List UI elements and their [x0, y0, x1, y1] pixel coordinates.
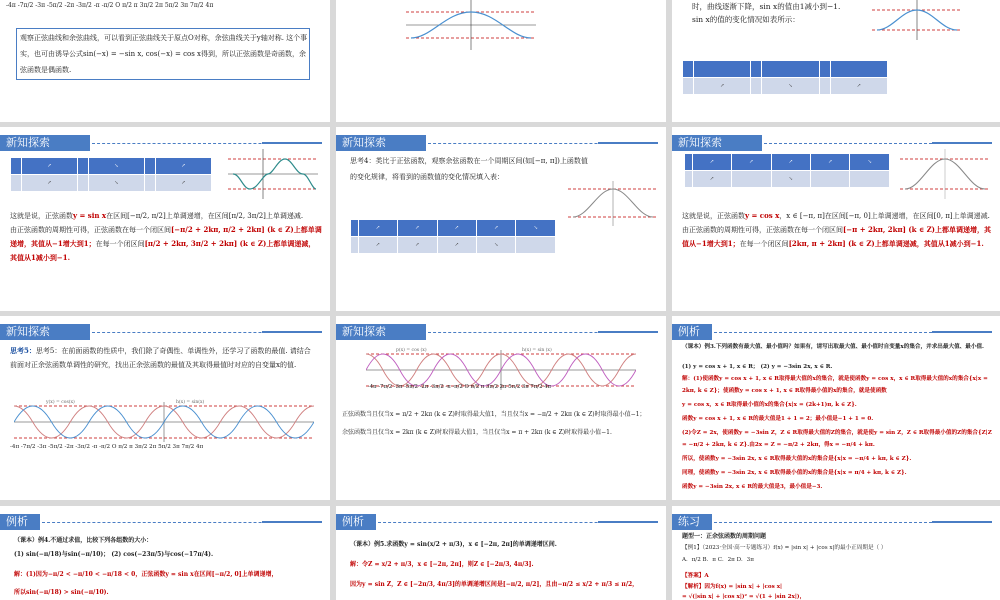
monotonic-text: 这就是说，正弦函数y = cos x，x ∈ [−π, π]在区间[−π, 0]上单调递增，在区间[0, π]上单调递减. 由正弦函数的周期性可得，正弦函数在每一个闭区间[−π + 2kπ, 2kπ] (k ∈ Z)上都单调递增，其值从−1增大到1；在每一个闭区间[2kπ, π + 2kπ] (k ∈ Z)上都单调递减，其值从1减小到−1.	[682, 211, 991, 248]
slide-header: 新知探索	[336, 324, 426, 340]
monotonic-text: 这就是说，正弦函数y = sin x在区间[−π/2, π/2]上单调递增，在区间[π/2, 3π/2]上单调递减. 由正弦函数的周期性可得，正弦函数在每一个闭区间[−π/2 + 2kπ, π/2 + 2kπ] (k ∈ Z)上都单调递增，其值从−1增大到1；在每一个闭区间[π/2 + 2kπ, 3π/2 + 2kπ] (k ∈ Z)上都单调递减，其值从1减小到−1.	[10, 211, 322, 262]
sine-extrema: 正弦函数当且仅当x = π/2 + 2kπ (k ∈ Z)时取得最大值1，当且仅当x = −π/2 + 2kπ (k ∈ Z)时取得最小值−1；	[342, 411, 646, 418]
slide-header: 例析	[336, 514, 376, 530]
cosine-fill-table: ↗ ↗ ↗ ↗ ↘ ↗ ↗ ↗ ↘	[350, 219, 556, 254]
description-line-1: 时，曲线逐渐下降，sin x的值由1减小到−1.	[692, 2, 841, 11]
slide-header: 新知探索	[336, 135, 426, 151]
slide-2	[336, 0, 666, 122]
slide-header: 例析	[672, 324, 712, 340]
solution-line-1: 解：令Z = x/2 + π/3，x ∈ [−2π, 2π]，则Z ∈ [−2π/3, 4π/3].	[350, 561, 534, 568]
cosine-graph	[568, 181, 658, 226]
slide-5	[336, 127, 666, 311]
cosine-extrema: 余弦函数当且仅当x = 2kπ (k ∈ Z)时取得最大值1，当且仅当x = π + 2kπ (k ∈ Z)时取得最小值−1.	[342, 429, 612, 436]
slide-8	[336, 316, 666, 500]
slide-header: 练习	[672, 514, 712, 530]
slide-12	[672, 506, 1000, 600]
think-5-text: 思考5：思考5：在前面函数的性质中，我们除了奇偶性、单调性外，还学习了函数的最值. 请结合前面对正余弦函数单调性的研究，找出正余弦函数的最值及其取得最值时对应的自变量x的值.	[10, 346, 311, 369]
solution-line-2: y = cos x，x ∈ R取得最小值的x的集合{x|x = (2k+1)π, k ∈ Z}.	[682, 402, 857, 408]
solution-line-5: 所以，使函数y = −3sin 2x, x ∈ R取得最大值的x的集合是{x|x = −π/4 + kπ, k ∈ Z}.	[682, 456, 912, 462]
solution-line-2: 所以sin(−π/18) > sin(−π/10).	[14, 589, 109, 596]
think-4-line-1: 思考4：类比于正弦函数，观察余弦函数在一个周期区间(如[−π, π])上函数值	[350, 157, 588, 165]
topic-title: 题型一：正余弦函数的周期问题	[682, 533, 767, 540]
value-table: ↗ ↘ ↗	[682, 60, 888, 95]
example-1-question: 【例1】（2023·全国·高一专题练习）f(x) = |sin x| + |cos x|的最小正周期是（ ）	[682, 545, 887, 551]
x-axis-labels: -4π -7π/2 -3π -5π/2 -2π -3π/2 -π -π/2 O π/2 π 3π/2 2π 5π/2 3π 7π/2 4π	[368, 384, 551, 390]
answer: 【答案】A	[682, 573, 709, 579]
example-4-subquestions: (1) sin(−π/18)与sin(−π/10)； (2) cos(−23π/5)与cos(−17π/4).	[14, 551, 214, 558]
slide-7	[0, 316, 330, 500]
x-axis-labels: -4π -7π/2 -3π -5π/2 -2π -3π/2 -π -π/2 O π/2 π 3π/2 2π 5π/2 3π 7π/2 4π	[10, 444, 204, 450]
solution-line-7: 函数y = −3sin 2x, x ∈ R的最大值是3，最小值是−3.	[682, 484, 823, 490]
solution-line-4: (2)令Z = 2x，使函数y = −3sin Z，Z ∈ R取得最大值的Z的集合，就是使y = sin Z，Z ∈ R取得最小值的Z的集合{Z|Z = −π/2 + 2kπ, k ∈ Z}.由2x = Z = −π/2 + 2kπ，得x = −π/4 + kπ.	[682, 430, 992, 448]
think-4-line-2: 的变化规律，将看到的函数值的变化情况填入表：	[350, 173, 504, 181]
legend-sin: h(x) = sin(x)	[176, 400, 205, 405]
x-axis-labels: -4π -7π/2 -3π -5π/2 -2π -3π/2 -π -π/2 O π/2 π 3π/2 2π 5π/2 3π 7π/2 4π	[6, 2, 214, 9]
slide-header: 新知探索	[0, 324, 90, 340]
slide-9	[672, 316, 1000, 500]
slide-11	[336, 506, 666, 600]
sine-graph	[406, 0, 536, 50]
cosine-table: ↗ ↗ ↗ ↗ ↘ ↗ ↘	[684, 153, 890, 188]
example-4-question: （课本）例4.不通过求值，比较下列各组数的大小：	[14, 537, 153, 544]
slide-header: 新知探索	[672, 135, 762, 151]
example-1-options: A．π/2 B．π C．2π D．3π	[682, 557, 754, 563]
analysis: 【解析】因为f(x) = |sin x| + |cos x|	[682, 584, 783, 590]
slide-header: 新知探索	[0, 135, 90, 151]
slide-10	[0, 506, 330, 600]
sine-cosine-graph	[14, 402, 314, 442]
slide-4	[0, 127, 330, 311]
solution-line-1: 解：(1)因为−π/2 < −π/10 < −π/18 < 0，正弦函数y = sin x在区间[−π/2, 0]上单调递增，	[14, 571, 278, 578]
slide-header: 例析	[0, 514, 40, 530]
example-5-question: （课本）例5.求函数y = sin(x/2 + π/3)，x ∈ [−2π, 2π]的单调递增区间.	[350, 541, 557, 548]
cosine-graph	[872, 0, 962, 40]
description-line-2: sin x的值的变化情况如表所示：	[692, 15, 800, 24]
example-3-subquestions: (1) y = cos x + 1, x ∈ R； (2) y = −3sin 2x, x ∈ R.	[682, 364, 833, 370]
sine-graph	[228, 149, 318, 199]
solution-line-1: 解：(1)使函数y = cos x + 1, x ∈ R取得最大值的x的集合，就是使函数y = cos x，x ∈ R取得最大值的x的集合{x|x = 2kπ, k ∈ Z}；使函数y = cos x + 1, x ∈ R取得最小值的x的集合，就是使函数	[682, 376, 988, 394]
legend-sin: h(x) = sin (x)	[522, 348, 552, 353]
legend-cos: y(x) = cos(x)	[46, 400, 75, 405]
slide-1	[0, 0, 330, 122]
example-3-question: （课本）例3.下列函数有最大值、最小值吗？如果有，请写出取最大值、最小值时自变量x的集合，并求出最大值、最小值.	[682, 344, 984, 350]
solution-line-3: 函数y = cos x + 1, x ∈ R的最大值是1 + 1 = 2；最小值是−1 + 1 = 0.	[682, 416, 874, 422]
slide-6	[672, 127, 1000, 311]
observation-text: 观察正弦曲线和余弦曲线，可以看到正弦曲线关于原点O对称，余弦曲线关于y轴对称. 这个事实，也可由诱导公式sin(−x) = −sin x, cos(−x) = cos x得到，所以正弦函数是奇函数，余弦函数是偶函数.	[20, 34, 308, 74]
cosine-graph	[900, 149, 990, 199]
analysis-line-2: = √(|sin x| + |cos x|)² = √(1 + |sin 2x|)，	[682, 594, 806, 600]
legend-cos: p(x) = cos (x)	[396, 348, 427, 353]
solution-line-6: 同理，使函数y = −3sin 2x, x ∈ R取得最小值的x的集合是{x|x = π/4 + kπ, k ∈ Z}.	[682, 470, 907, 476]
sine-table: ↗ ↘ ↗ ↗ ↘ ↗	[10, 157, 212, 192]
slide-3	[672, 0, 1000, 122]
solution-line-2: 因为y = sin Z，Z ∈ [−2π/3, 4π/3]的单调递增区间是[−π/2, π/2]，且由−π/2 ≤ x/2 + π/3 ≤ π/2，	[350, 581, 639, 588]
